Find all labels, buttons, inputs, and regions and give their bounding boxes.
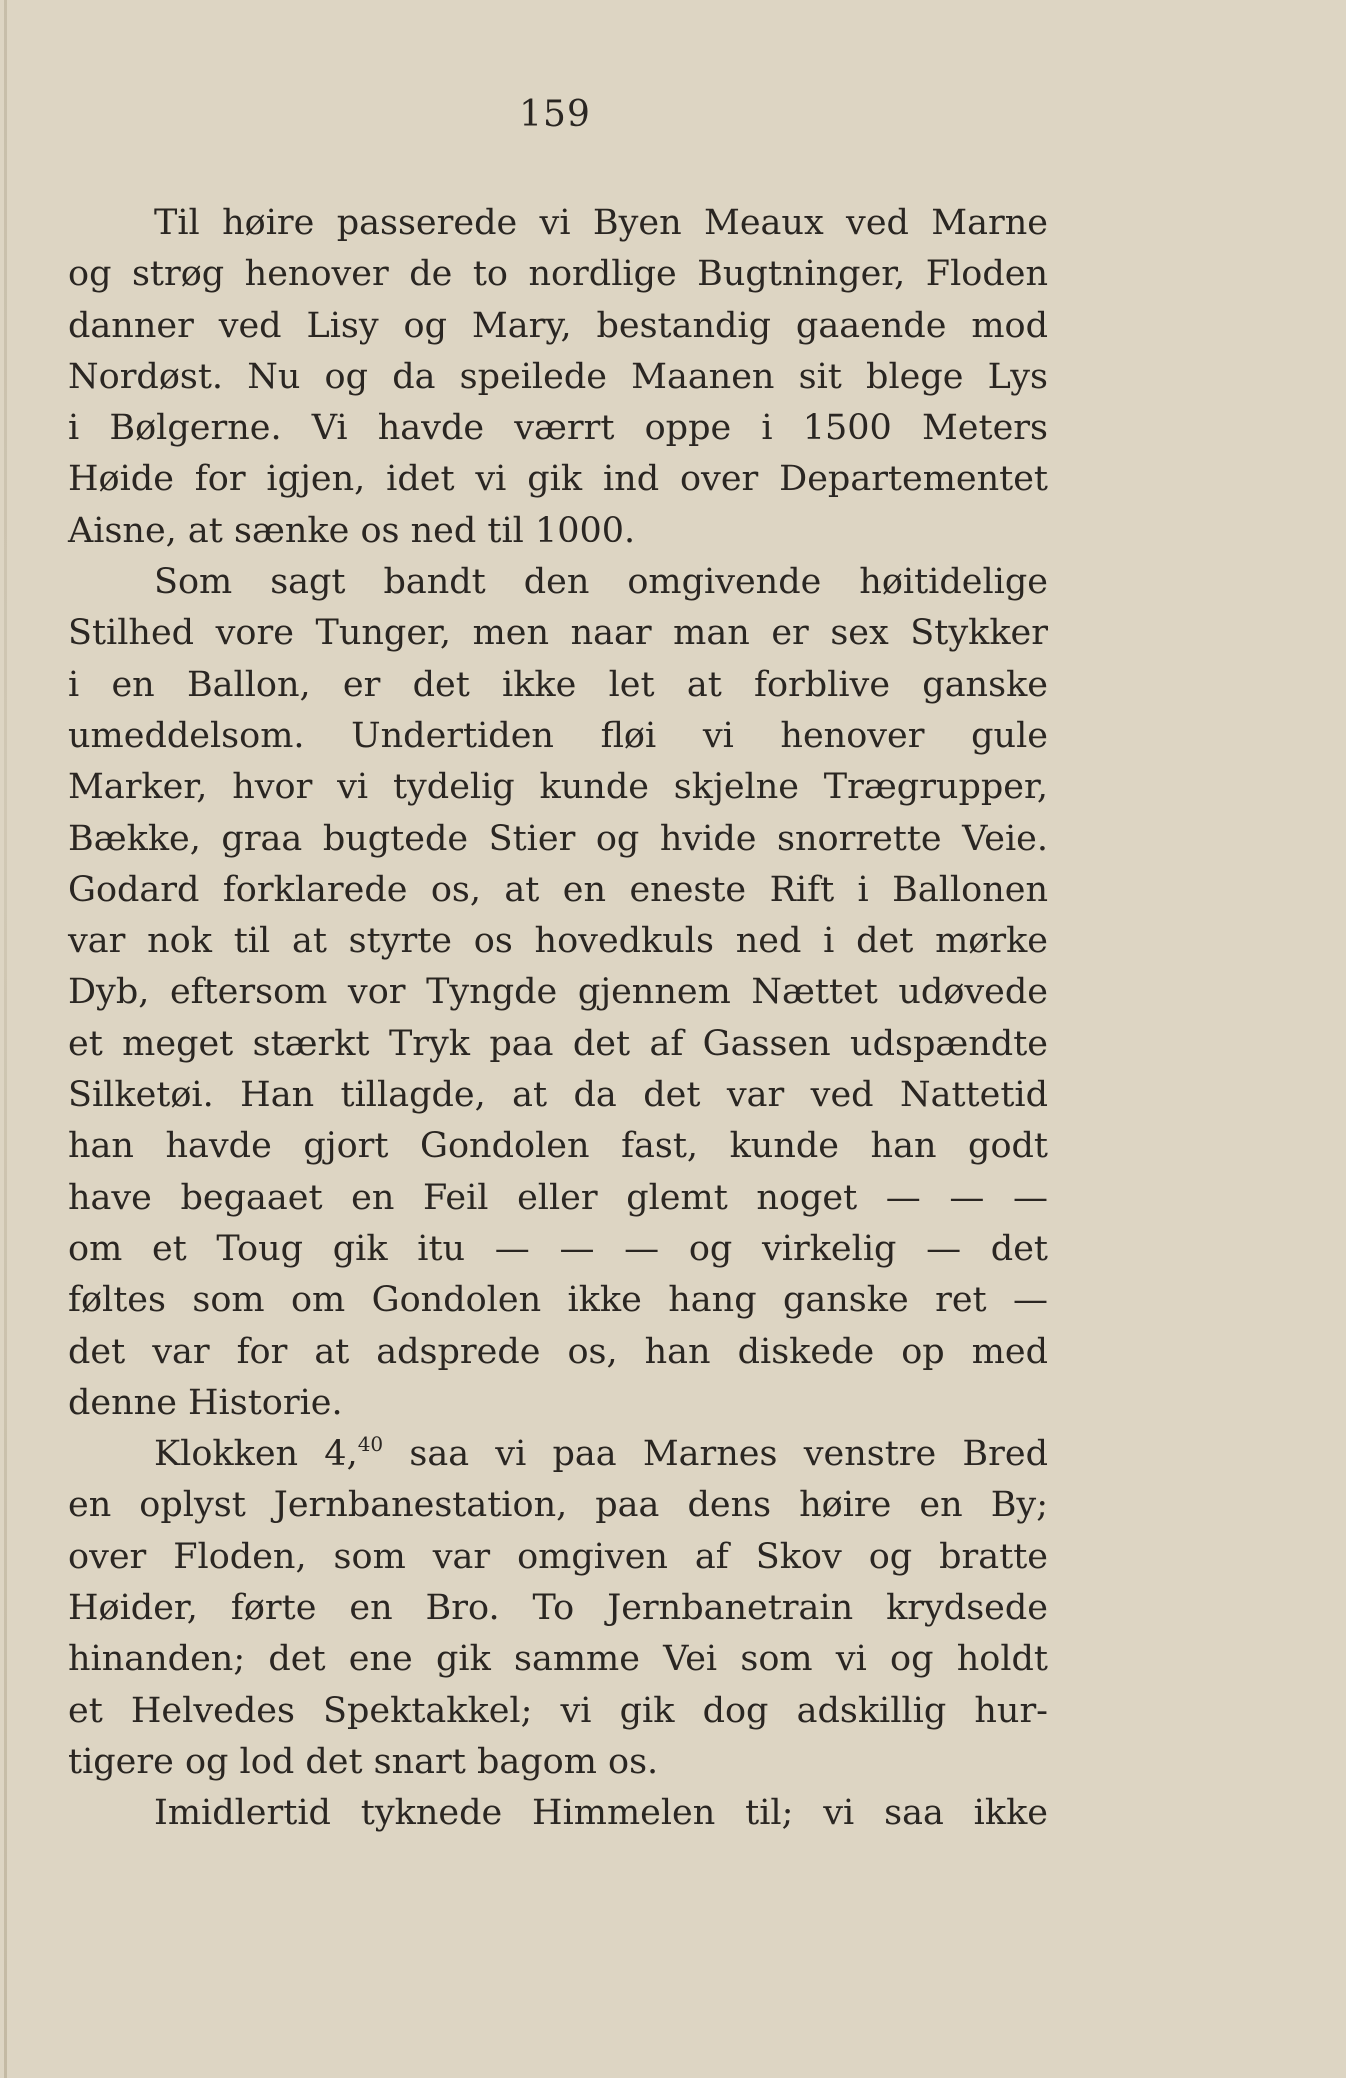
text-line <box>68 1429 1048 1480</box>
text-line: om et Toug gik itu — — — og virkelig — det <box>68 1228 1048 1269</box>
text-line: et Helvedes Spektakkel; vi gik dog adskillig hur- <box>68 1690 1048 1731</box>
text-line: Silketøi. Han tillagde, at da det var ved Nattetid <box>68 1075 1048 1116</box>
text-line: over Floden, som var omgiven af Skov og bratte <box>68 1536 1048 1577</box>
text-line-start: Klokken 4, <box>154 1434 358 1475</box>
text-line: Marker, hvor vi tydelig kunde skjelne Trægrupper, <box>68 767 1048 808</box>
text-line: et meget stærkt Tryk paa det af Gassen udspændte <box>68 1023 1048 1064</box>
time-superscript: 40 <box>357 1432 384 1457</box>
text-line: danner ved Lisy og Mary, bestandig gaaende mod <box>68 305 1048 346</box>
text-line: Imidlertid tyknede Himmelen til; vi saa ikke <box>154 1793 1048 1834</box>
text-line: hinanden; det ene gik samme Vei som vi og holdt <box>68 1639 1048 1680</box>
body-text <box>68 198 1048 1840</box>
text-line: føltes som om Gondolen ikke hang ganske ret — <box>68 1280 1048 1321</box>
text-line: Som sagt bandt den omgivende høitidelige <box>154 562 1048 603</box>
text-line: tigere og lod det snart bagom os. <box>68 1741 659 1782</box>
text-line: Til høire passerede vi Byen Meaux ved Marne <box>154 203 1048 243</box>
page-edge-shadow <box>4 0 7 2078</box>
text-line: det var for at adsprede os, han diskede op med <box>68 1331 1048 1372</box>
text-line: Nordøst. Nu og da speilede Maanen sit blege Lys <box>68 356 1048 397</box>
text-line: Høide for igjen, idet vi gik ind over Departementet <box>68 459 1048 500</box>
text-line: han havde gjort Gondolen fast, kunde han godt <box>68 1126 1048 1167</box>
text-line: og strøg henover de to nordlige Bugtninger, Floden <box>68 254 1048 295</box>
text-line: i Bølgerne. Vi havde værrt oppe i 1500 Meters <box>68 408 1048 449</box>
text-line: Bække, graa bugtede Stier og hvide snorrette Veie. <box>68 818 1048 859</box>
text-line-end: saa vi paa Marnes venstre Bred <box>383 1434 1048 1475</box>
text-line: Stilhed vore Tunger, men naar man er sex Stykker <box>68 613 1048 654</box>
text-line: i en Ballon, er det ikke let at forblive ganske <box>68 664 1048 705</box>
text-line: var nok til at styrte os hovedkuls ned i det mørke <box>68 921 1048 962</box>
text-line: Aisne, at sænke os ned til 1000. <box>68 510 636 551</box>
text-line: Høider, førte en Bro. To Jernbanetrain krydsede <box>68 1588 1048 1629</box>
text-line: denne Historie. <box>68 1382 343 1423</box>
text-line: umeddelsom. Undertiden fløi vi henover gule <box>68 715 1048 756</box>
page-number: 159 <box>519 94 591 135</box>
text-line: have begaaet en Feil eller glemt noget — — — <box>68 1177 1048 1218</box>
text-line: Godard forklarede os, at en eneste Rift i Ballonen <box>68 869 1048 910</box>
text-line: Dyb, eftersom vor Tyngde gjennem Nættet udøvede <box>68 972 1048 1013</box>
text-line: en oplyst Jernbanestation, paa dens høire en By; <box>68 1485 1048 1526</box>
